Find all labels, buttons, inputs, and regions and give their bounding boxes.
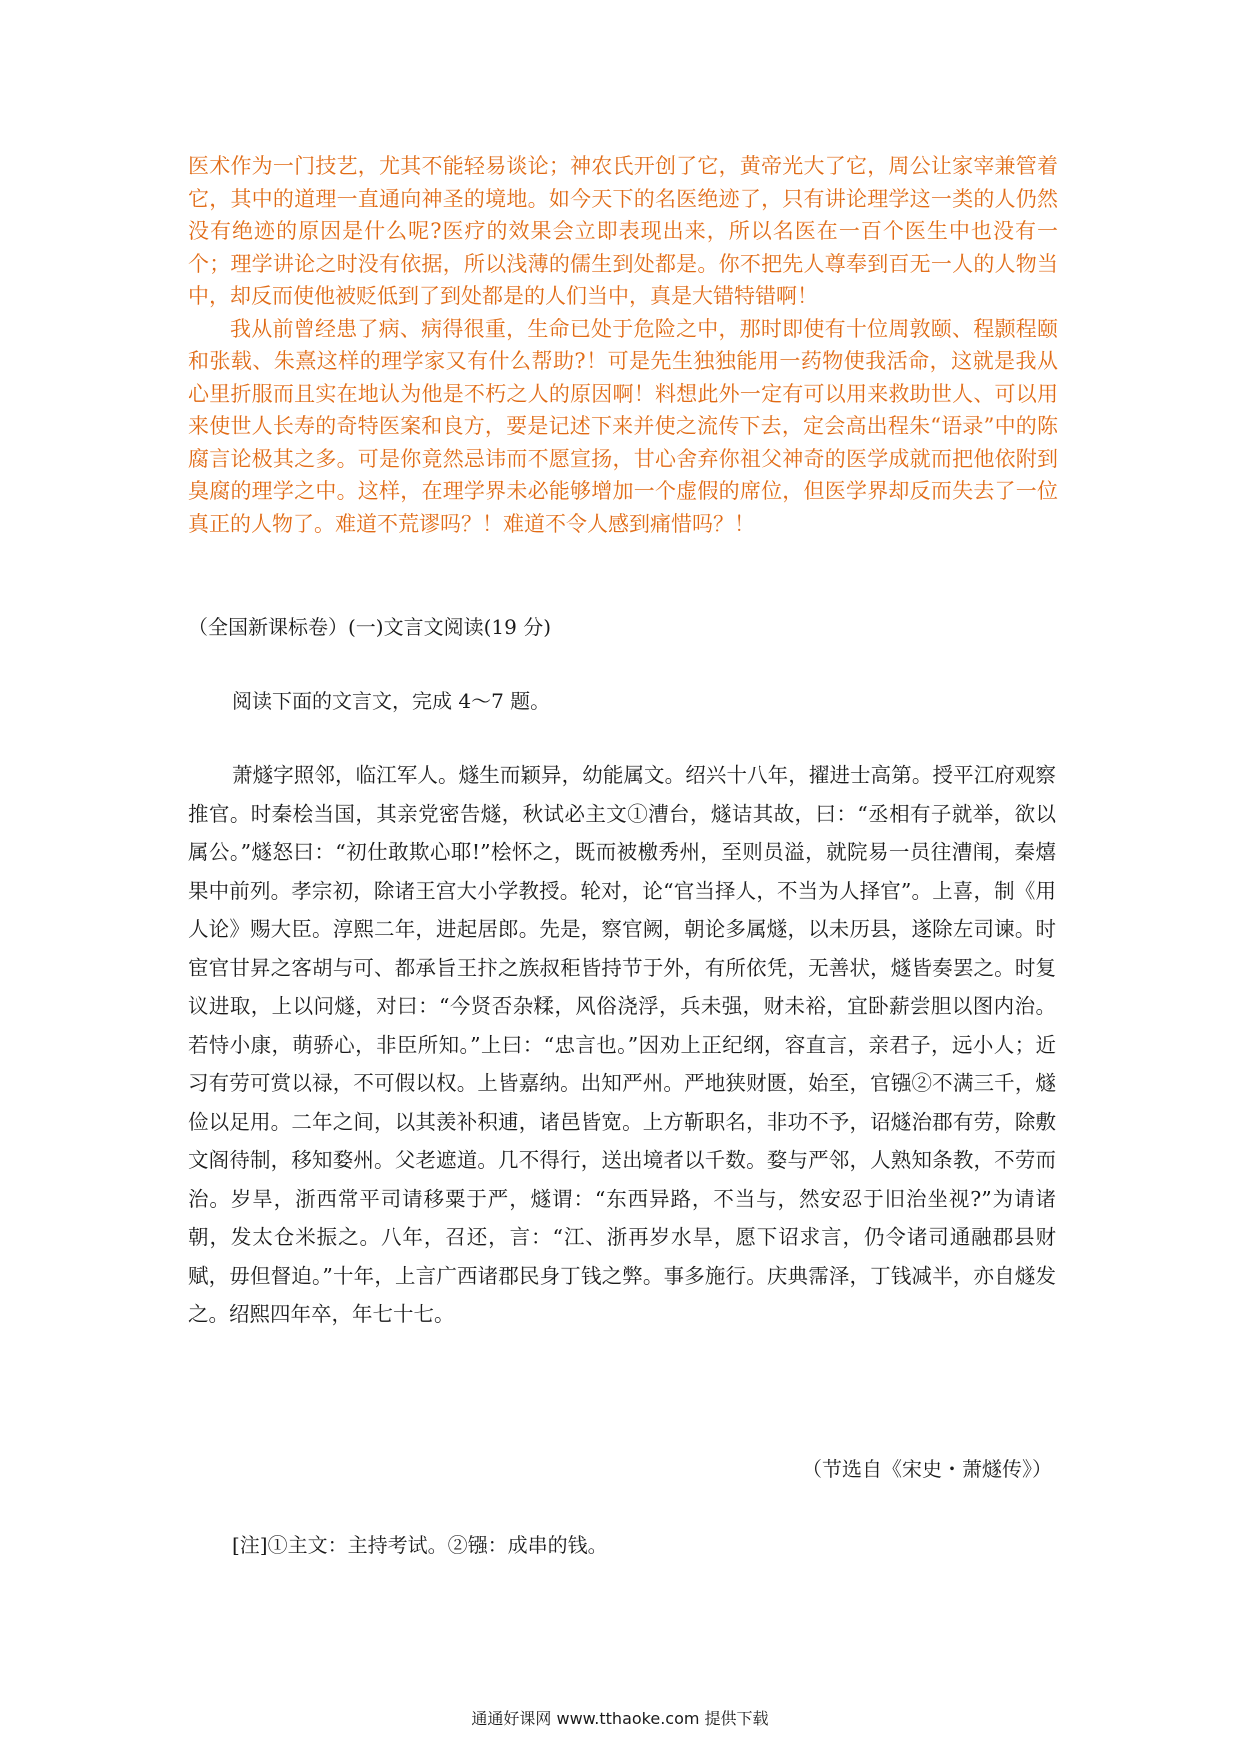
section-heading: （全国新课标卷）(一)文言文阅读(19 分) [188, 615, 552, 639]
classical-passage: 萧燧字照邻，临江军人。燧生而颖异，幼能属文。绍兴十八年，擢进士高第。授平江府观察推官。时秦桧当国，其亲党密告燧，秋试必主文①漕台，燧诘其故，曰：“丞相有子就举，欲以属公。”燧怒曰：“初仕敢欺心耶!”桧怀之，既而被檄秀州，至则员溢，就院易一员往漕闱，秦熺果中前列。孝宗初，除诸王宫大小学教授。轮对，论“官当择人，不当为人择官”。上喜，制《用人论》赐大臣。淳熙二年，进起居郎。先是，察官阙，朝论多属燧，以未历县，遂除左司谏。时宦官甘昇之客胡与可、都承旨王抃之族叔秬皆持节于外，有所依凭，无善状，燧皆奏罢之。时复议进取，上以问燧，对曰：“今贤否杂糅，风俗浇浮，兵未强，财未裕，宜卧薪尝胆以图内治。若恃小康，萌骄心，非臣所知。”上曰：“忠言也。”因劝上正纪纲，容直言，亲君子，远小人；近习有劳可赏以禄，不可假以权。上皆嘉纳。出知严州。严地狭财匮，始至，官镪②不满三千，燧俭以足用。二年之间，以其羡补积逋，诸邑皆宽。上方靳职名，非功不予，诏燧治郡有劳，除敷文阁待制，移知婺州。父老遮道。几不得行，送出境者以千数。婺与严邻，人熟知条教，不劳而治。岁旱，浙西常平司请移粟于严，燧谓：“东西异路，不当与，然安忍于旧治坐视?”为请诸朝，发太仓米振之。八年，召还，言：“江、浙再岁水旱，愿下诏求言，仍令诸司通融郡县财赋，毋但督迫。”十年，上言广西诸郡民身丁钱之弊。事多施行。庆典霈泽，丁钱减半，亦自燧发之。绍熙四年卒，年七十七。 [188, 763, 1056, 1326]
passage-source: （节选自《宋史・萧燧传》） [802, 1457, 1052, 1481]
reading-instruction: 阅读下面的文言文，完成 4～7 题。 [232, 689, 551, 713]
translation-paragraph-1: 医术作为一门技艺，尤其不能轻易谈论；神农氏开创了它，黄帝光大了它，周公让家宰兼管着它，其中的道理一直通向神圣的境地。如今天下的名医绝迹了，只有讲论理学这一类的人仍然没有绝迹的原因是什么呢?医疗的效果会立即表现出来，所以名医在一百个医生中也没有一个；理学讲论之时没有依据，所以浅薄的儒生到处都是。你不把先人尊奉到百无一人的人物当中，却反而使他被贬低到了到处都是的人们当中，真是大错特错啊！ [188, 154, 1058, 308]
translation-paragraph-2: 我从前曾经患了病、病得很重，生命已处于危险之中，那时即使有十位周敦颐、程颢程颐和张载、朱熹这样的理学家又有什么帮助?！可是先生独独能用一药物使我活命，这就是我从心里折服而且实在地认为他是不朽之人的原因啊！料想此外一定有可以用来救助世人、可以用来使世人长寿的奇特医案和良方，要是记述下来并使之流传下去，定会高出程朱“语录”中的陈腐言论极其之多。可是你竟然忌讳而不愿宣扬，甘心舍弃你祖父神奇的医学成就而把他依附到臭腐的理学之中。这样，在理学界未必能够增加一个虚假的席位，但医学界却反而失去了一位真正的人物了。难道不荒谬吗？！难道不令人感到痛惜吗？！ [188, 316, 1058, 536]
annotation-note: [注]①主文：主持考试。②镪：成串的钱。 [232, 1533, 608, 1557]
page-footer: 通通好课网 www.tthaoke.com 提供下载 [471, 1709, 769, 1728]
translation-block [188, 150, 1058, 540]
